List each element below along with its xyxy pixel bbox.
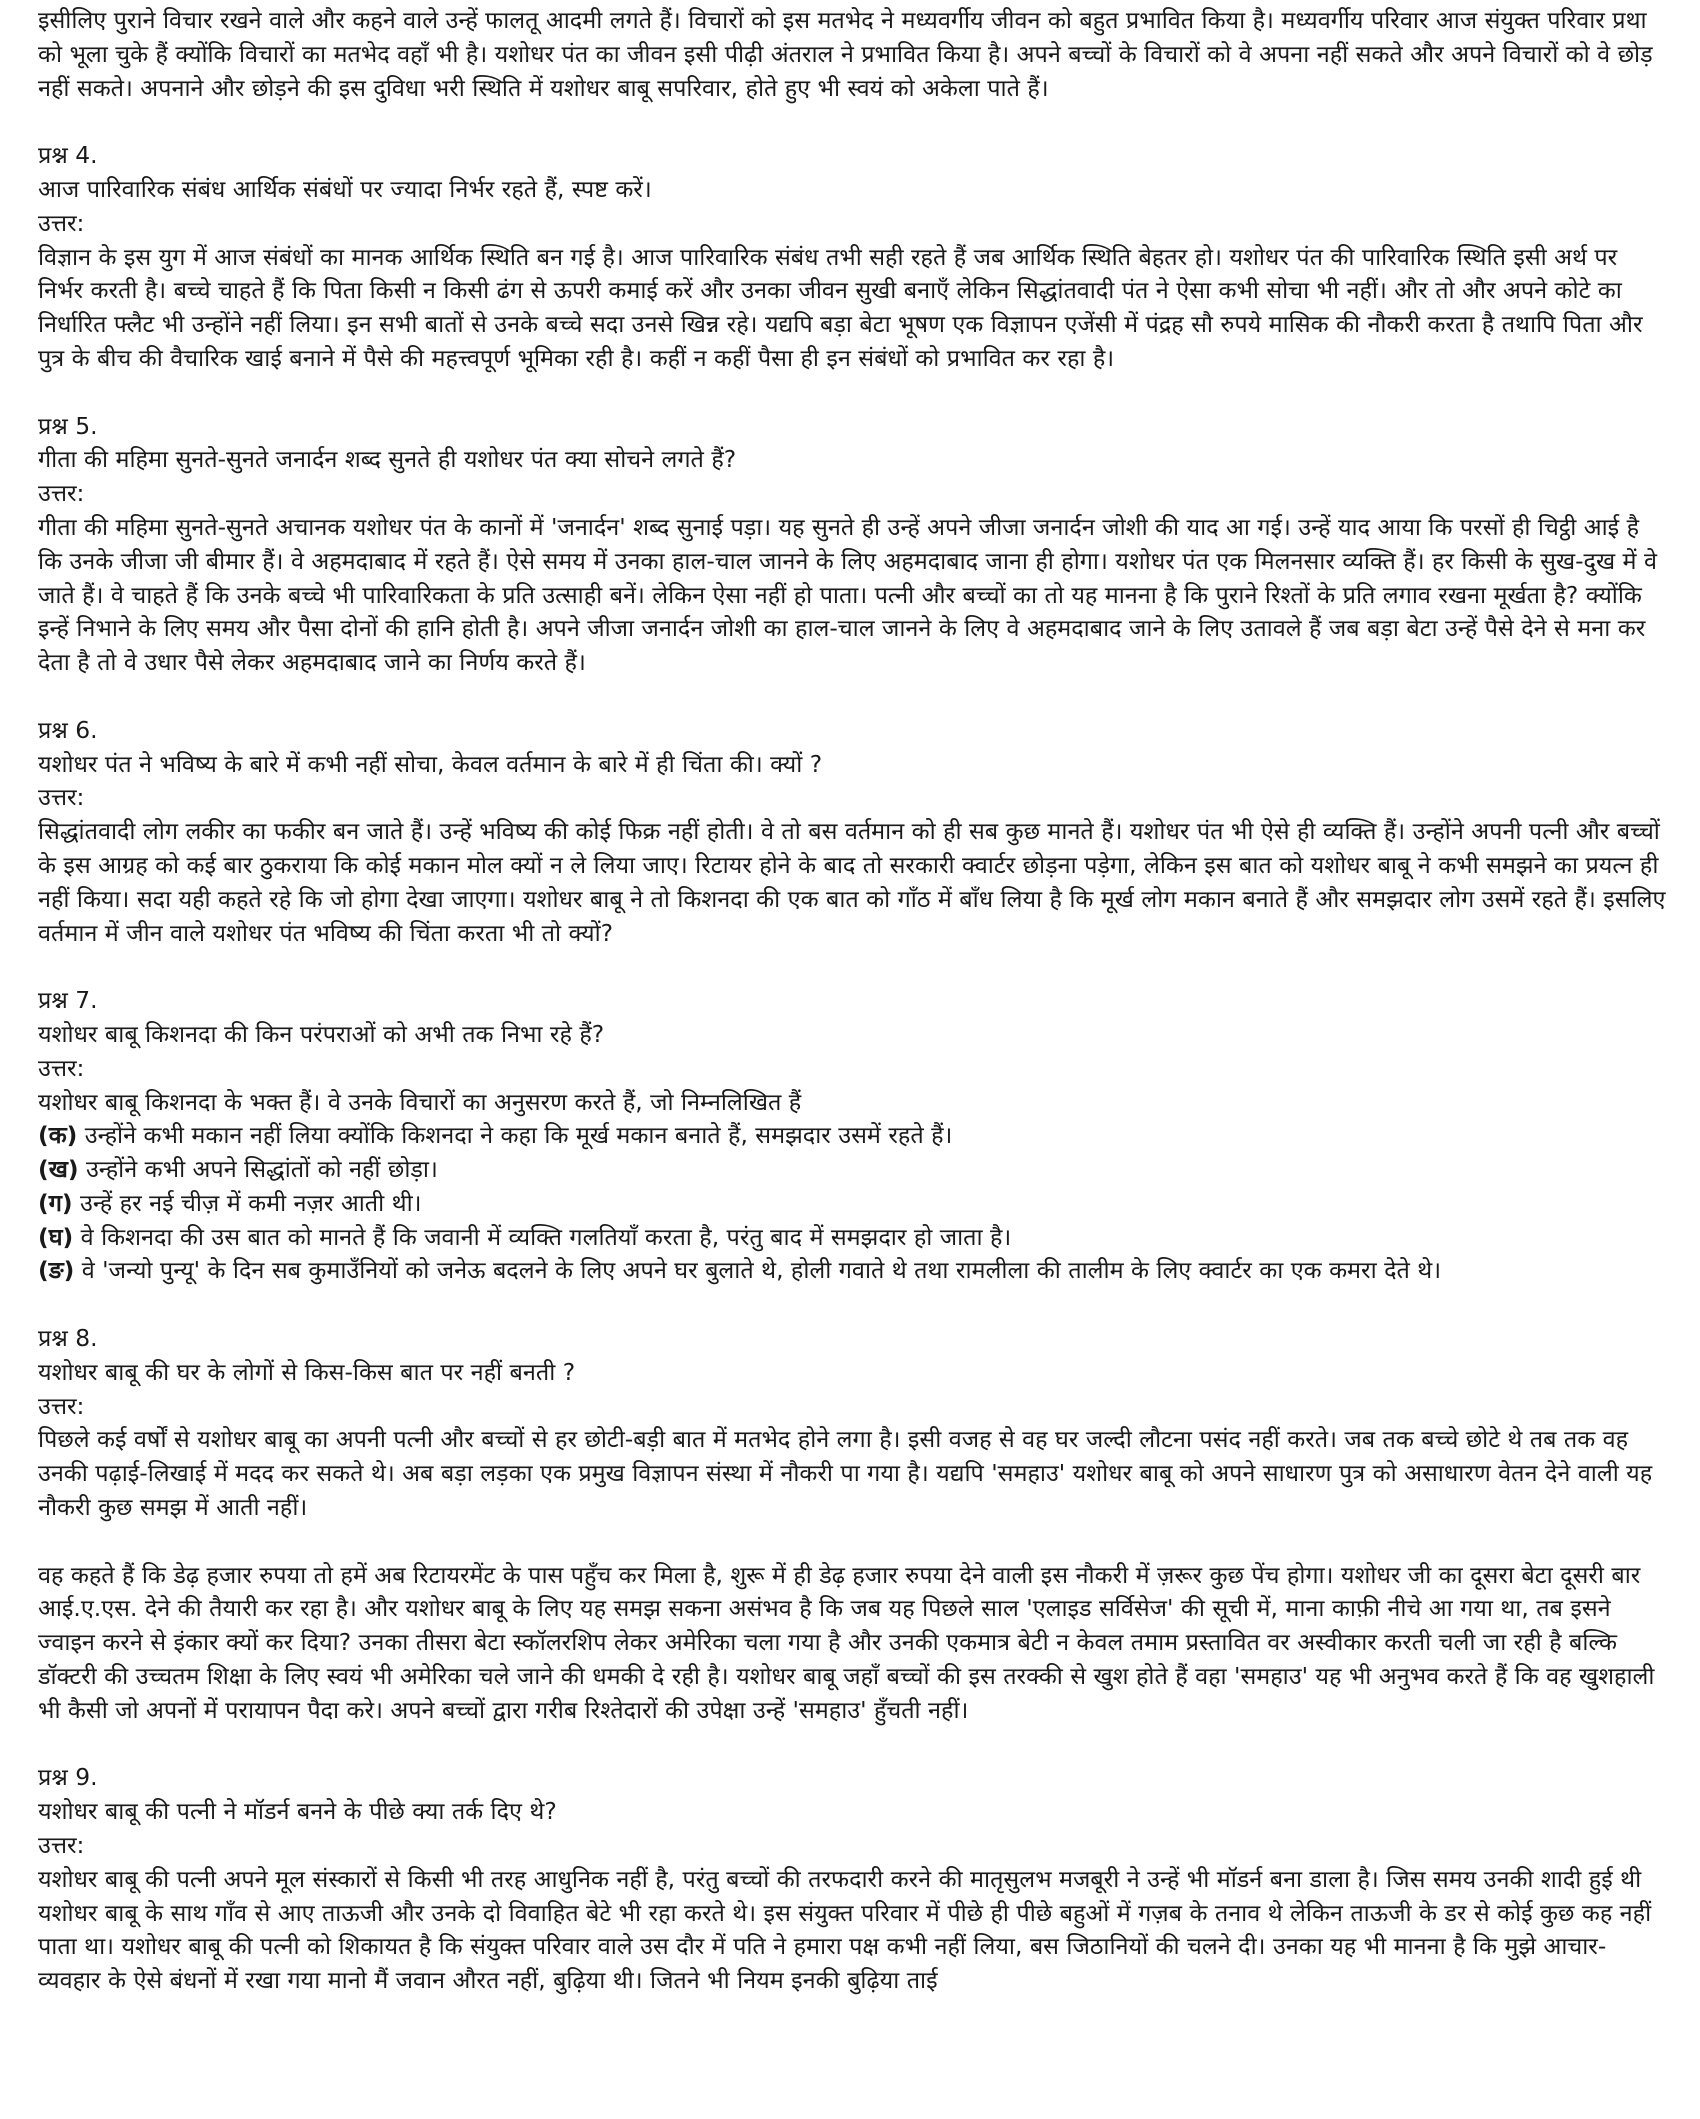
list-marker: (क) [38, 1121, 78, 1150]
answer-label: उत्तर: [38, 783, 85, 812]
answer-label: उत्तर: [38, 208, 85, 237]
question-text: यशोधर बाबू किशनदा की किन परंपराओं को अभी तक निभा रहे हैं? [38, 1019, 605, 1048]
question-text: गीता की महिमा सुनते-सुनते जनार्दन शब्द सुनते ही यशोधर पंत क्या सोचने लगते हैं? [38, 445, 737, 474]
list-item [38, 1254, 1668, 1288]
answer-label: उत्तर: [38, 1391, 85, 1420]
intro-paragraph: इसीलिए पुराने विचार रखने वाले और कहने वाले उन्हें फालतू आदमी लगते हैं। विचारों को इस मतभेद ने मध्यवर्गीय जीवन को बहुत प्रभावित किया है। मध्यवर्गीय परिवार आज संयुक्त परिवार प्रथा को भूला चुके हैं क्योंकि विचारों का मतभेद वहाँ भी है। यशोधर पंत का जीवन इसी पीढ़ी अंतराल ने प्रभावित किया है। अपने बच्चों के विचारों को वे अपना नहीं सकते और अपने विचारों को वे छोड़ नहीं सकते। अपनाने और छोड़ने की इस दुविधा भरी स्थिति में यशोधर बाबू सपरिवार, होते हुए भी स्वयं को अकेला पाते हैं। [38, 6, 1653, 102]
list-item [38, 1119, 1668, 1153]
question-text: आज पारिवारिक संबंध आर्थिक संबंधों पर ज्यादा निर्भर रहते हैं, स्पष्ट करें। [38, 174, 652, 203]
question-text: यशोधर बाबू की पत्नी ने मॉडर्न बनने के पीछे क्या तर्क दिए थे? [38, 1797, 557, 1826]
answer-label: उत्तर: [38, 1831, 85, 1860]
question-label: प्रश्न 5. [38, 411, 98, 440]
question-label: प्रश्न 4. [38, 141, 98, 170]
answer-text-extra: वह कहते हैं कि डेढ़ हजार रुपया तो हमें अब रिटायरमेंट के पास पहुँच कर मिला है, शुरू में ही डेढ़ हजार रुपया देने वाली इस नौकरी में ज़रूर कुछ पेंच होगा। यशोधर जी का दूसरा बेटा दूसरी बार आई.ए.एस. देने की तैयारी कर रहा है। और यशोधर बाबू के लिए यह समझ सकना असंभव है कि जब यह पिछले साल 'एलाइड सर्विसेज' की सूची में, माना काफ़ी नीचे आ गया था, तब इसने ज्वाइन करने से इंकार क्यों कर दिया? उनका तीसरा बेटा स्कॉलरशिप लेकर अमेरिका चला गया है और उनकी एकमात्र बेटी न केवल तमाम प्रस्तावित वर अस्वीकार करती चली जा रही है बल्कि डॉक्टरी की उच्चतम शिक्षा के लिए स्वयं भी अमेरिका चले जाने की धमकी दे रही है। यशोधर बाबू जहाँ बच्चों की इस तरक्की से खुश होते हैं वहा 'समहाउ' यह भी अनुभव करते हैं कि वह खुशहाली भी कैसी जो अपनों में परायापन पैदा करे। अपने बच्चों द्वारा गरीब रिश्तेदारों की उपेक्षा उन्हें 'समहाउ' हुँचती नहीं। [38, 1560, 1655, 1724]
question-block-5 [38, 410, 1668, 680]
list-item [38, 1187, 1668, 1221]
answer-text: यशोधर बाबू किशनदा के भक्त हैं। वे उनके विचारों का अनुसरण करते हैं, जो निम्नलिखित हैं [38, 1087, 802, 1116]
question-block-7 [38, 984, 1668, 1288]
question-block-4 [38, 139, 1668, 376]
answer-continuation [38, 1559, 1668, 1728]
answer-text: गीता की महिमा सुनते-सुनते अचानक यशोधर पंत के कानों में 'जनार्दन' शब्द सुनाई पड़ा। यह सुनते ही उन्हें अपने जीजा जनार्दन जोशी की याद आ गई। उन्हें याद आया कि परसों ही चिट्ठी आई है कि उनके जीजा जी बीमार हैं। वे अहमदाबाद में रहते हैं। ऐसे समय में उनका हाल-चाल जानने के लिए अहमदाबाद जाना ही होगा। यशोधर पंत एक मिलनसार व्यक्ति हैं। हर किसी के सुख-दुख में वे जाते हैं। वे चाहते हैं कि उनके बच्चे भी पारिवारिकता के प्रति उत्साही बनें। लेकिन ऐसा नहीं हो पाता। पत्नी और बच्चों का तो यह मानना है कि पुराने रिश्तों के प्रति लगाव रखना मूर्खता है? क्योंकि इन्हें निभाने के लिए समय और पैसा दोनों की हानि होती है। अपने जीजा जनार्दन जोशी का हाल-चाल जानने के लिए वे अहमदाबाद जाने के लिए उतावले हैं जब बड़ा बेटा उन्हें पैसे देने से मना कर देता है तो वे उधार पैसे लेकर अहमदाबाद जाने का निर्णय करते हैं। [38, 512, 1657, 677]
question-block-8 [38, 1322, 1668, 1525]
answer-label: उत्तर: [38, 1053, 85, 1082]
list-item-text: उन्हें हर नई चीज़ में कमी नज़र आती थी। [80, 1188, 422, 1217]
list-marker: (घ) [38, 1222, 74, 1251]
document-page [38, 4, 1668, 1998]
answer-text: पिछले कई वर्षों से यशोधर बाबू का अपनी पत्नी और बच्चों से हर छोटी-बड़ी बात में मतभेद होने लगा है। इसी वजह से वह घर जल्दी लौटना पसंद नहीं करते। जब तक बच्चे छोटे थे तब तक वह उनकी पढ़ाई-लिखाई में मदद कर सकते थे। अब बड़ा लड़का एक प्रमुख विज्ञापन संस्था में नौकरी पा गया है। यद्यपि 'समहाउ' यशोधर बाबू को अपने साधारण पुत्र को असाधारण वेतन देने वाली यह नौकरी कुछ समझ में आती नहीं। [38, 1425, 1653, 1522]
list-marker: (ख) [38, 1155, 79, 1184]
list-item-text: उन्होंने कभी अपने सिद्धांतों को नहीं छोड़ा। [85, 1155, 438, 1184]
question-text: यशोधर पंत ने भविष्य के बारे में कभी नहीं सोचा, केवल वर्तमान के बारे में ही चिंता की। क्यों ? [38, 749, 823, 778]
question-label: प्रश्न 8. [38, 1324, 98, 1353]
answer-label: उत्तर: [38, 479, 85, 508]
question-label: प्रश्न 6. [38, 715, 98, 744]
question-block-6 [38, 714, 1668, 951]
list-item [38, 1153, 1668, 1187]
list-item-text: वे 'जन्यो पुन्यू' के दिन सब कुमाउँनियों को जनेऊ बदलने के लिए अपने घर बुलाते थे, होली गवाते थे तथा रामलीला की तालीम के लिए क्वार्टर का एक कमरा देते थे। [81, 1256, 1442, 1285]
answer-text: यशोधर बाबू की पत्नी अपने मूल संस्कारों से किसी भी तरह आधुनिक नहीं है, परंतु बच्चों की तरफदारी करने की मातृसुलभ मजबूरी ने उन्हें भी मॉडर्न बना डाला है। जिस समय उनकी शादी हुई थी यशोधर बाबू के साथ गाँव से आए ताऊजी और उनके दो विवाहित बेटे भी रहा करते थे। इस संयुक्त परिवार में पीछे ही पीछे बहुओं में गज़ब के तनाव थे लेकिन ताऊजी के डर से कोई कुछ कह नहीं पाता था। यशोधर बाबू की पत्नी को शिकायत है कि संयुक्त परिवार वाले उस दौर में पति ने हमारा पक्ष कभी नहीं लिया, बस जिठानियों की चलने दी। उनका यह भी मानना है कि मुझे आचार-व्यवहार के ऐसे बंधनों में रखा गया मानो मैं जवान औरत नहीं, बुढ़िया थी। जितने भी नियम इनकी बुढ़िया ताई [38, 1864, 1652, 1995]
question-block-9 [38, 1761, 1668, 1998]
list-marker: (ङ) [38, 1256, 75, 1285]
answer-text: विज्ञान के इस युग में आज संबंधों का मानक आर्थिक स्थिति बन गई है। आज पारिवारिक संबंध तभी सही रहते हैं जब आर्थिक स्थिति बेहतर हो। यशोधर पंत की पारिवारिक स्थिति इसी अर्थ पर निर्भर करती है। बच्चे चाहते हैं कि पिता किसी न किसी ढंग से ऊपरी कमाई करें और उनका जीवन सुखी बनाएँ लेकिन सिद्धांतवादी पंत ने ऐसा कभी सोचा भी नहीं। और तो और अपने कोटे का निर्धारित फ्लैट भी उन्होंने नहीं लिया। इन सभी बातों से उनके बच्चे सदा उनसे खिन्न रहे। यद्यपि बड़ा बेटा भूषण एक विज्ञापन एजेंसी में पंद्रह सौ रुपये मासिक की नौकरी करता है तथापि पिता और पुत्र के बीच की वैचारिक खाई बनाने में पैसे की महत्त्वपूर्ण भूमिका रही है। कहीं न कहीं पैसा ही इन संबंधों को प्रभावित कर रहा है। [38, 242, 1643, 372]
question-text: यशोधर बाबू की घर के लोगों से किस-किस बात पर नहीं बनती ? [38, 1357, 576, 1386]
list-marker: (ग) [38, 1188, 73, 1217]
question-label: प्रश्न 9. [38, 1763, 98, 1792]
question-label: प्रश्न 7. [38, 986, 98, 1015]
list-item-text: उन्होंने कभी मकान नहीं लिया क्योंकि किशनदा ने कहा कि मूर्ख मकान बनाते हैं, समझदार उसमें रहते हैं। [84, 1121, 953, 1150]
answer-text: सिद्धांतवादी लोग लकीर का फकीर बन जाते हैं। उन्हें भविष्य की कोई फिक्र नहीं होती। वे तो बस वर्तमान को ही सब कुछ मानते हैं। यशोधर पंत भी ऐसे ही व्यक्ति हैं। उन्होंने अपनी पत्नी और बच्चों के इस आग्रह को कई बार ठुकराया कि कोई मकान मोल क्यों न ले लिया जाए। रिटायर होने के बाद तो सरकारी क्वार्टर छोड़ना पड़ेगा, लेकिन इस बात को यशोधर बाबू ने कभी समझने का प्रयत्न ही नहीं किया। सदा यही कहते रहे कि जो होगा देखा जाएगा। यशोधर बाबू ने तो किशनदा की एक बात को गाँठ में बाँध लिया है कि मूर्ख लोग मकान बनाते हैं और समझदार लोग उसमें रहते हैं। इसलिए वर्तमान में जीन वाले यशोधर पंत भविष्य की चिंता करता भी तो क्यों? [38, 817, 1666, 947]
list-item-text: वे किशनदा की उस बात को मानते हैं कि जवानी में व्यक्ति गलतियाँ करता है, परंतु बाद में समझदार हो जाता है। [80, 1222, 1012, 1251]
list-item [38, 1221, 1668, 1255]
